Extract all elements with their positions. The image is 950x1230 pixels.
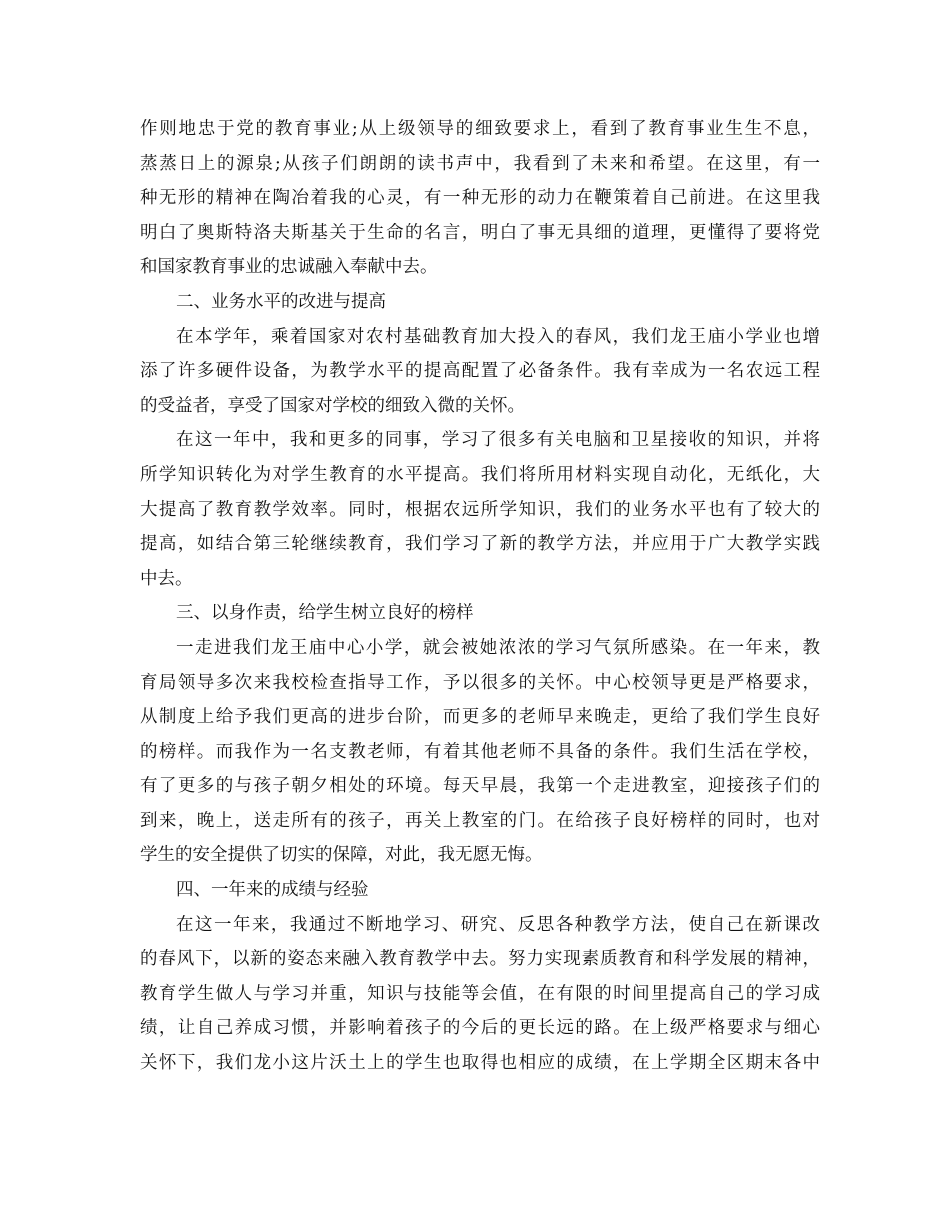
text-line: 关怀下，我们龙小这片沃土上的学生也取得也相应的成绩，在上学期全区期末各中 xyxy=(140,1053,820,1074)
text-line: 添了许多硬件设备，为教学水平的提高配置了必备条件。我有幸成为一名农远工程 xyxy=(140,361,820,382)
text-line: 有了更多的与孩子朝夕相处的环境。每天早晨，我第一个走进教室，迎接孩子们的 xyxy=(140,776,820,797)
text-line: 在本学年，乘着国家对农村基础教育加大投入的春风，我们龙王庙小学业也增 xyxy=(176,326,820,347)
text-line: 的受益者，享受了国家对学校的细致入微的关怀。 xyxy=(140,395,525,416)
text-line: 中去。 xyxy=(140,568,193,589)
text-line: 种无形的精神在陶冶着我的心灵，有一种无形的动力在鞭策着自己前进。在这里我 xyxy=(140,188,820,209)
text-line: 教育学生做人与学习并重，知识与技能等会值，在有限的时间里提高自己的学习成 xyxy=(140,983,820,1004)
text-line: 和国家教育事业的忠诚融入奉献中去。 xyxy=(140,257,438,278)
text-line: 明白了奥斯特洛夫斯基关于生命的名言，明白了事无具细的道理，更懂得了要将党 xyxy=(140,222,820,243)
text-line: 作则地忠于党的教育事业;从上级领导的细致要求上，看到了教育事业生生不息， xyxy=(140,119,820,139)
text-line: 大提高了教育教学效率。同时，根据农远所学知识，我们的业务水平也有了较大的 xyxy=(140,499,820,520)
text-line: 四、一年来的成绩与经验 xyxy=(176,880,369,901)
text-line: 学生的安全提供了切实的保障，对此，我无愿无悔。 xyxy=(140,845,543,866)
text-line: 三、以身作责，给学生树立良好的榜样 xyxy=(176,603,474,624)
text-line: 提高，如结合第三轮继续教育，我们学习了新的教学方法，并应用于广大教学实践 xyxy=(140,534,820,555)
text-line: 在这一年中，我和更多的同事，学习了很多有关电脑和卫星接收的知识，并将 xyxy=(176,430,820,451)
document-body xyxy=(140,112,820,1081)
text-line: 所学知识转化为对学生教育的水平提高。我们将所用材料实现自动化，无纸化，大 xyxy=(140,464,820,485)
text-line: 到来，晚上，送走所有的孩子，再关上教室的门。在给孩子良好榜样的同时，也对 xyxy=(140,810,820,831)
text-line: 从制度上给予我们更高的进步台阶，而更多的老师早来晚走，更给了我们学生良好 xyxy=(140,707,820,728)
text-line: 蒸蒸日上的源泉;从孩子们朗朗的读书声中，我看到了未来和希望。在这里，有一 xyxy=(140,153,820,174)
text-line: 二、业务水平的改进与提高 xyxy=(176,291,386,312)
text-line: 的春风下，以新的姿态来融入教育教学中去。努力实现素质教育和科学发展的精神， xyxy=(140,949,820,970)
text-line: 的榜样。而我作为一名支教老师，有着其他老师不具备的条件。我们生活在学校， xyxy=(140,741,820,762)
text-line: 在这一年来，我通过不断地学习、研究、反思各种教学方法，使自己在新课改 xyxy=(176,914,820,935)
text-line: 一走进我们龙王庙中心小学，就会被她浓浓的学习气氛所感染。在一年来，教 xyxy=(176,637,820,658)
text-line: 育局领导多次来我校检查指导工作，予以很多的关怀。中心校领导更是严格要求， xyxy=(140,672,820,693)
text-line: 绩，让自己养成习惯，并影响着孩子的今后的更长远的路。在上级严格要求与细心 xyxy=(140,1018,820,1039)
